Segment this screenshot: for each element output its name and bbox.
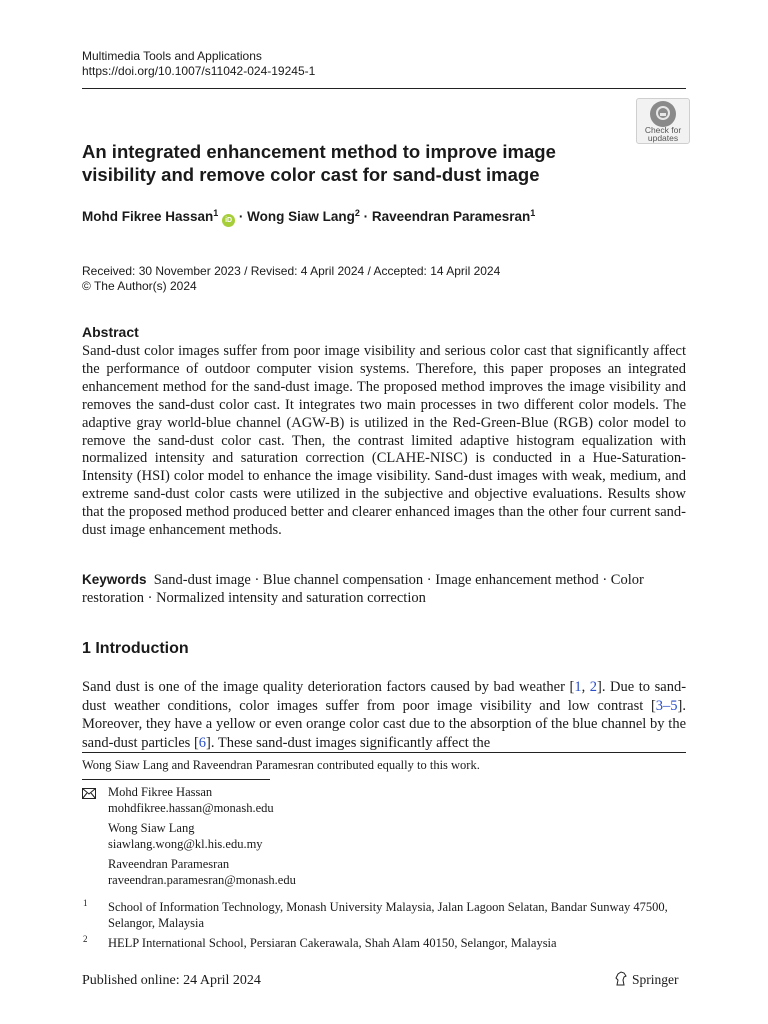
affiliation-text: School of Information Technology, Monash University Malaysia, Jalan Lagoon Selatan, Bandar Sunway 47500, Selangor, Malaysia — [108, 900, 668, 930]
keywords-heading: Keywords — [82, 572, 147, 587]
publication-dates — [82, 264, 500, 294]
envelope-icon — [82, 788, 96, 799]
abstract-heading: Abstract — [82, 324, 139, 340]
citation-link[interactable]: 1 — [574, 679, 582, 695]
correspondence-name: Wong Siaw Lang — [108, 821, 195, 835]
paper-title: An integrated enhancement method to improve image visibility and remove color cast for sand-dust image — [82, 141, 556, 185]
author-affiliation-mark: 1 — [530, 208, 536, 218]
author-name[interactable]: Mohd Fikree Hassan — [82, 209, 214, 224]
author-affiliation-mark: 2 — [354, 208, 360, 218]
citation-link[interactable]: 2 — [589, 679, 598, 695]
keywords-text: Sand-dust image · Blue channel compensation · Image enhancement method · Color restoration · Normalized intensity and saturation correction — [82, 572, 644, 606]
introduction-paragraph — [82, 678, 686, 752]
copyright: © The Author(s) 2024 — [82, 279, 197, 293]
author-name[interactable]: Raveendran Paramesran — [371, 209, 531, 224]
publisher-logo[interactable] — [614, 971, 679, 988]
citation-link[interactable]: 3–5 — [655, 697, 678, 714]
orcid-icon[interactable]: iD — [222, 214, 235, 227]
intro-text: ]. Moreover, they have a yellow or even orange color cast due to the absorption of the blue channel by the sand-dust particles [ — [82, 697, 686, 751]
author-separator: · — [363, 209, 369, 224]
badge-line-1: Check for — [644, 125, 682, 135]
keywords — [82, 571, 686, 607]
intro-text: Sand dust is one of the image quality deterioration factors caused by bad weather [ — [82, 679, 575, 695]
footnote-short-rule — [82, 779, 270, 780]
citation-link[interactable]: 6 — [198, 734, 207, 751]
footnote-rule — [82, 752, 686, 753]
author-separator: · — [238, 209, 244, 224]
affiliation-number: 1 — [83, 898, 88, 908]
contribution-note: Wong Siaw Lang and Raveendran Paramesran contributed equally to this work. — [82, 758, 480, 772]
correspondence-email[interactable]: siawlang.wong@kl.his.edu.my — [108, 836, 263, 851]
correspondence-name: Raveendran Paramesran — [108, 857, 230, 871]
history-dates: Received: 30 November 2023 / Revised: 4 April 2024 / Accepted: 14 April 2024 — [82, 264, 501, 278]
published-online-date: Published online: 24 April 2024 — [82, 973, 261, 988]
author-name[interactable]: Wong Siaw Lang — [247, 209, 355, 224]
abstract-text: Sand-dust color images suffer from poor image visibility and serious color cast that significantly affect the performance of outdoor computer vision systems. Therefore, this paper proposes an integrated enhancement method for the sand-dust image. The proposed method improves the image visibility and removes the sand-dust color cast. It integrates two main processes in two different color models. The adaptive gray world-blue channel (AGW-B) is utilized in the Red-Green-Blue (RGB) color model to remove the sand-dust color cast. Then, the contrast limited adaptive histogram equalization with normalized intensity and saturation correction (CLAHE-NISC) is conducted in a Hue-Saturation-Intensity (HSI) color model to enhance the image visibility. Sand-dust images with weak, medium, and extreme sand-dust color casts were utilized in the subjective and objective evaluations. Results show that the proposed method produced better and clearer enhanced images than the other four current sand-dust image enhancement methods. — [82, 343, 686, 539]
springer-horse-icon — [614, 971, 628, 986]
correspondence-email[interactable]: mohdfikree.hassan@monash.edu — [108, 800, 274, 815]
correspondence-email[interactable]: raveendran.paramesran@monash.edu — [108, 872, 296, 887]
intro-text: ]. Due to sand-dust weather conditions, color images suffer from poor image visibility and low contrast [ — [82, 679, 687, 714]
affiliation-number: 2 — [83, 934, 88, 944]
publisher-name: Springer — [632, 972, 679, 987]
intro-text: , — [581, 679, 590, 695]
journal-name: Multimedia Tools and Applications — [82, 49, 262, 63]
author-affiliation-mark: 1 — [213, 208, 219, 218]
header-rule — [82, 88, 686, 89]
check-for-updates-icon — [650, 101, 676, 127]
correspondence-entry — [108, 857, 296, 888]
section-heading-introduction: 1 Introduction — [82, 640, 189, 657]
journal-header — [82, 49, 315, 79]
badge-line-2: updates — [647, 133, 679, 143]
correspondence-entry — [108, 821, 263, 852]
doi-link[interactable]: https://doi.org/10.1007/s11042-024-19245-1 — [82, 64, 316, 78]
intro-text: ]. These sand-dust images significantly affect the — [206, 734, 491, 751]
author-list — [82, 208, 535, 227]
correspondence-entry — [108, 785, 274, 816]
correspondence-name: Mohd Fikree Hassan — [108, 785, 213, 799]
affiliation-text: HELP International School, Persiaran Cakerawala, Shah Alam 40150, Selangor, Malaysia — [108, 936, 557, 950]
check-for-updates-badge[interactable] — [636, 98, 690, 144]
